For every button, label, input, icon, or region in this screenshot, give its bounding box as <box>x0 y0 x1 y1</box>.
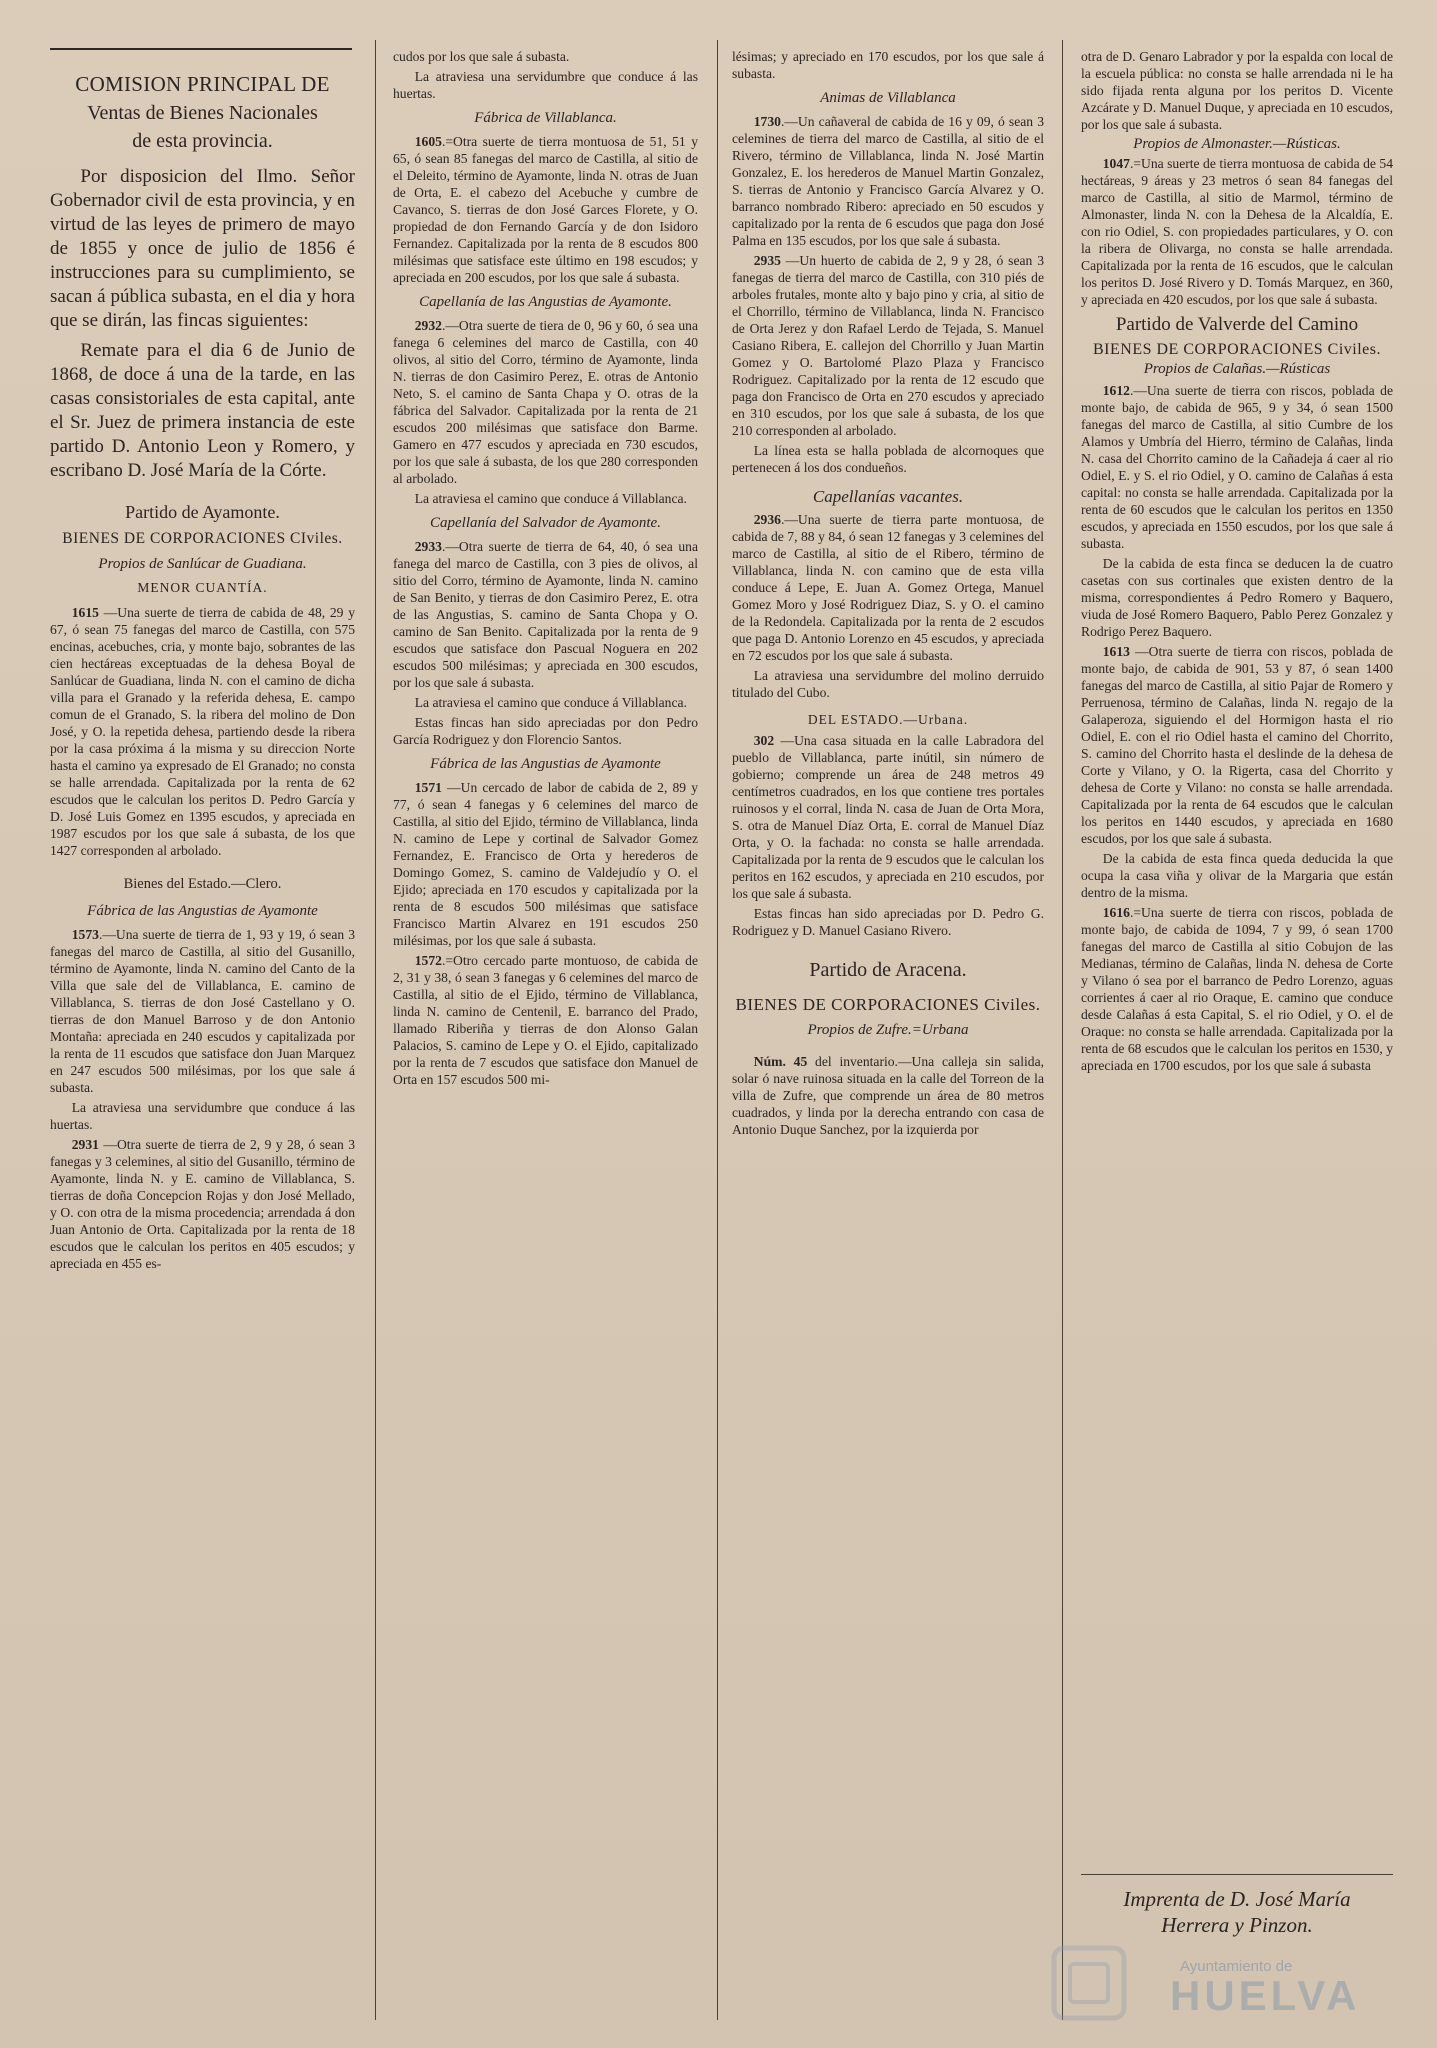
section-heading: Fábrica de las Angustias de Ayamonte <box>430 756 661 772</box>
section-heading: Capellanía de las Angustias de Ayamonte. <box>419 294 672 310</box>
section-heading: BIENES DE CORPORACIONES Civiles. <box>1092 341 1382 358</box>
property-entry: 2935 —Un huerto de cabida de 2, 9 y 28, ó sean 3 fanegas de tierra del marco de Castilla, con 310 piés de arboles frutales, monte alto y bajo pino y cria, al sitio de el Chorrillo, término de Villablanca, linda N. Francisco de Orta Jerez y don Rafael Lerdo de Tejada, S. Manuel Casiano Ribera, E. callejon del Chorrillo y Juan Martin Gomez y O. Bartolomé Plazo Plaza y Francisco Rodriguez. Capitalizado por la renta de 12 escudo que paga don Francisco de Orta en 270 escudos y apreciado en 310 escudos, por los que sale á subasta, de los que 210 corresponden al arbolado. <box>732 253 1044 438</box>
note: La atraviesa una servidumbre que conduce á las huertas. <box>393 69 698 101</box>
property-entry: Núm. 45 del inventario.—Una calleja sin salida, solar ó nave ruinosa situada en la calle del Torreon de la villa de Zufre, que comprende un área de 80 metros cuadrados, y linda por la derecha entrando con casa de Antonio Duque Sanchez, por la izquierda por <box>732 1054 1044 1137</box>
section-heading: Bienes del Estado.—Clero. <box>123 876 282 892</box>
watermark-line-2: HUELVA <box>1170 1972 1361 2019</box>
property-entry: 1572.=Otro cercado parte montuoso, de cabida de 2, 31 y 38, ó sean 3 fanegas y 6 celemines del marco de Castilla, al sitio de el Ejido, término de Villablanca, linda N. camino de Centenil, E. barranco del Prado, llamado Riberiña y tierras de don Alonso Galan Palacios, S. camino de Lepe y O. el Ejido, capitalizado por la renta de 7 escudos que satisface don Manuel de Orta en 157 escudos 500 mi- <box>393 953 698 1087</box>
note: La atraviesa una servidumbre que conduce á las huertas. <box>50 1100 355 1132</box>
property-entry: 1615 —Una suerte de tierra de cabida de 48, 29 y 67, ó sean 75 fanegas del marco de Castilla, con 575 encinas, acebuches, cria, y monte bajo, sobrantes de las cien hectáreas exceptuadas de la dehesa Boyal de Sanlúcar de Guadiana, linda N. con el camino de dicha villa para el Granado y la referida dehesa, E. campo comun de el Granado, S. la ribera del molino de Don José, y O. la repetida dehesa, partiendo desde la ribera por la casa próxima á la misma y su direccion Norte hasta el camino ya expresado de El Granado; no consta se halle arrendada. Capitalizada por la renta de 62 escudos que le calculan los peritos D. Pedro García y D. José Luis Gomez en 1395 escudos, y apreciada en 1987 escudos por los que sale á subasta, de los que 1427 corresponden al arbolado. <box>50 605 355 858</box>
commission-subtitle-2: de esta provincia. <box>132 130 273 152</box>
property-entry: 2933.—Otra suerte de tierra de 64, 40, ó sea una fanega del marco de Castilla, con 3 pies de olivos, al sitio del Corro, término de Ayamonte, linda N. camino de San Benito, y tierras de don Casimiro Perez, E. otra de las Angustias, S. camino de Santa Chopa y O. camino de San Benito. Capitalizada por la renta de 9 escudos que satisface don Pascual Noguera en 202 escudos 500 milésimas; y apreciada en 300 escudos, por los que sale á subasta. <box>393 539 698 690</box>
property-entry: 2932.—Otra suerte de tiera de 0, 96 y 60, ó sea una fanega 6 celemines del marco de Castilla, con 40 olivos, al sitio del Corro, término de Ayamonte, linda N. tierras de don Casimiro Perez, E. otras de Antonio Neto, S. el camino de Santa Chapa y O. otras de la fábrica del Salvador. Capitalizada por la renta de 21 escudos 200 milésimas que satisface don Barme. Gamero en 477 escudos y apreciada en 730 escudos, por los que sale á subasta, de los que 280 corresponden al arbolado. <box>393 318 698 486</box>
commission-title: COMISION PRINCIPAL DE <box>75 72 330 96</box>
section-heading: Propios de Calañas.—Rústicas <box>1143 361 1331 377</box>
commission-subtitle: Ventas de Bienes Nacionales <box>87 102 318 124</box>
column-1 <box>50 48 355 2008</box>
note: La atraviesa el camino que conduce á Villablanca. <box>414 695 687 710</box>
section-heading: MENOR CUANTÍA. <box>137 580 268 595</box>
column-rule <box>375 40 376 2020</box>
note: La atraviesa una servidumbre del molino derruido titulado del Cubo. <box>732 668 1044 700</box>
property-entry: 1612.—Una suerte de tierra con riscos, poblada de monte bajo, de cabida de 965, 9 y 34, ó sean 1500 fanegas del marco de Castilla, al sitio Cumbre de los Alamos y Umbría del Hierro, término de Calañas, linda N. casa del Chorrito camino de la Cañadeja á caer al rio Odiel, E. y S. el rio Odiel, y O. camino de Calañas á esta capital: no consta se halle arrendada. Capitalizada por la renta de 60 escudos que le calculan los peritos en 1350 escudos, y apreciada en 1550 escudos, por los que sale á subasta. <box>1081 383 1393 551</box>
section-heading: Capellanía del Salvador de Ayamonte. <box>430 515 661 531</box>
note: La línea esta se halla poblada de alcornoques que pertenecen á los dos condueños. <box>732 443 1044 475</box>
intro-paragraph: Por disposicion del Ilmo. Señor Gobernador civil de esta provincia, y en virtud de las leyes de primero de mayo de 1855 y once de julio de 1856 é instrucciones para su cumplimiento, se sacan á pública subasta, en el dia y hora que se dirán, las fincas siguientes: <box>50 166 355 331</box>
column-3 <box>732 48 1044 2008</box>
property-entry: 302 —Una casa situada en la calle Labradora del pueblo de Villablanca, parte inútil, sin número de gobierno; comprende un área de 248 metros 49 centímetros cuadrados, en los que contiene tres portales ruinosos y el corral, linda N. casa de Juan de Orta Mora, S. otra de Manuel Díaz Orta, E. corral de Manuel Díaz Orta, y O. la fachada: no consta se halle arrendada. Capitalizada por la renta de 9 escudos que le calculan los peritos en 162 escudos, y apreciada en 210 escudos, por los que sale á subasta. <box>732 733 1044 901</box>
property-entry: 1571 —Un cercado de labor de cabida de 2, 89 y 77, ó sean 4 fanegas y 6 celemines del marco de Castilla, al sitio del Ejido, término de Villablanca, linda N. camino de Lepe y cortinal de Salvador Gomez Fernandez, E. Francisco de Orta y herederos de Domingo Gomez, S. camino de Valdejudío y O. el Ejido; apreciada en 170 escudos y capitalizada por la renta de 8 escudos 500 milésimas que satisface Francisco Martin Alvarez en 191 escudos 250 milésimas, por los que sale á subasta. <box>393 780 698 948</box>
property-entry: 2931 —Otra suerte de tierra de 2, 9 y 28, ó sean 3 fanegas y 3 celemines, al sitio del Gusanillo, término de Ayamonte, linda N. y E. camino de Villablanca, S. tierras de doña Concepcion Rojas y don José Mellado, y O. con otra de la misma procedencia; arrendada á don Juan Antonio de Orta. Capitalizada por la renta de 18 escudos que le calculan los peritos en 405 escudos; y apreciada en 455 es- <box>50 1137 355 1271</box>
section-heading: BIENES DE CORPORACIONES Civiles. <box>735 995 1041 1014</box>
property-entry: 1605.=Otra suerte de tierra montuosa de 51, 51 y 65, ó sean 85 fanegas del marco de Castilla, al sitio de el Deleito, término de Ayamonte, linda N. otras de Juan de Orta, E. el cabezo del Acebuche y cumbre de Cavanco, S. tierras de don José Garces Florete, y O. propiedad de don Fernando García y de don Isidoro Fernandez. Capitalizada por la renta de 8 escudos 800 milésimas que satisface este último en 198 escudos; y apreciada en 200 escudos, por los que sale á subasta. <box>393 134 698 285</box>
property-entry: 2936.—Una suerte de tierra parte montuosa, de cabida de 7, 88 y 84, ó sean 12 fanegas y 3 celemines del marco de Castilla, al sitio de el Ribero, término de Villablanca, linda N. con camino que de esta villa conduce á Lepe, E. Juan A. Gomez Ortega, Manuel Gomez Moro y José Rodriguez Diaz, S. y O. el camino de la Redondela. Capitalizada por la renta de 2 escudos que paga D. Antonio Lorenzo en 45 escudos, y apreciada en 72 escudos por los que sale á subasta. <box>732 512 1044 663</box>
section-heading: Fábrica de Villablanca. <box>474 110 617 126</box>
imprint-rule <box>1081 1874 1393 1875</box>
section-heading: Partido de Valverde del Camino <box>1115 314 1359 335</box>
property-entry: 1613 —Otra suerte de tierra con riscos, poblada de monte bajo, de cabida de 901, 53 y 87, ó sean 1400 fanegas del marco de Castilla, al sitio Pajar de Romero y Perruenosa, término de Calañas, linda N. regajo de la Galaperoza, siguiendo el del Hormigon hasta el rio Odiel, E. con el rio Odiel hasta el camino del Chorrito, S. camino del Chorrito hasta el deslinde de la dehesa de Corte y Vilano, y O. la Rigerta, casa del Chorrito y dehesa de Corte y Vilano: no consta se halle arrendada. Capitalizada por la renta de 64 escudos que le calculan los peritos en 1440 escudos, y apreciada en 1680 escudos, por los que sale á subasta. <box>1081 644 1393 846</box>
section-heading: Propios de Sanlúcar de Guadiana. <box>98 556 307 572</box>
continued-text: lésimas; y apreciado en 170 escudos, por los que sale á subasta. <box>732 49 1044 81</box>
column-2 <box>393 48 698 2008</box>
note: De la cabida de esta finca queda deducida la que ocupa la casa viña y olivar de la Margaria que están dentro de la misma. <box>1081 851 1393 900</box>
section-heading: Animas de Villablanca <box>820 90 956 106</box>
section-heading: Propios de Almonaster.—Rústicas. <box>1133 136 1341 152</box>
note: Estas fincas han sido apreciadas por D. Pedro G. Rodriguez y D. Manuel Casiano Rivero. <box>732 906 1044 938</box>
note: La atraviesa el camino que conduce á Villablanca. <box>414 491 687 506</box>
property-entry: 1616.=Una suerte de tierra con riscos, poblada de monte bajo, de cabida de 1094, 7 y 99, ó sean 1700 fanegas del marco de Castilla al sitio Cobujon de las Medianas, término de Calañas, linda N. dehesa de Corte y Vilano ó sea por el barranco de Pedro Lorenzo, aguas corrientes á caer al rio Oraque, E. camino que conduce desde Calañas á esta Capital, S. el rio Odiel, y O. el de Oraque: no consta se halle arrendada. Capitalizada por la renta de 68 escudos que le calculan los peritos en 1530, y apreciada en 1700 escudos, por los que sale á subasta <box>1081 905 1393 1073</box>
imprint-line-2: Herrera y Pinzon. <box>1161 1913 1313 1937</box>
imprint-line-1: Imprenta de D. José María <box>1123 1887 1351 1911</box>
continued-text: cudos por los que sale á subasta. <box>393 49 570 64</box>
column-4 <box>1081 48 1393 1868</box>
section-heading: DEL ESTADO.—Urbana. <box>807 712 969 727</box>
section-heading: Fábrica de las Angustias de Ayamonte <box>87 903 318 919</box>
section-heading: Partido de Aracena. <box>809 959 967 981</box>
section-heading: Propios de Zufre.=Urbana <box>807 1022 969 1038</box>
column-rule <box>717 40 718 2020</box>
continued-text: otra de D. Genaro Labrador y por la espalda con local de la escuela pública: no consta se halle arrendada ni le ha sido fijada renta alguna por los peritos D. Vicente Azcárate y D. Manuel Duque, y apreciada en 10 escudos, por los que sale á subasta. <box>1081 49 1393 132</box>
section-heading: BIENES DE CORPORACIONES CIviles. <box>62 530 343 547</box>
property-entry: 1047.=Una suerte de tierra montuosa de cabida de 54 hectáreas, 9 áreas y 23 metros ó sean 84 fanegas del marco de Castilla, al sitio de Marmol, término de Almonaster, linda N. con la Dehesa de la Alcaldía, E. con rio Odiel, S. con propiedades particulares, y O. con la ribera de Olivarga, no consta se halle arrendada. Capitalizada por la renta de 16 escudos, que le calculan los peritos D. José Rivero y D. Tomás Marquez, en 360, y apreciada en 420 escudos, por los que sale á subasta. <box>1081 156 1393 307</box>
auction-date-paragraph: Remate para el dia 6 de Junio de 1868, de doce á una de la tarde, en las casas consistoriales de esta capital, ante el Sr. Juez de primera instancia de este partido D. Antonio Leon y Romero, y escribano D. José María de la Córte. <box>50 340 355 481</box>
section-heading: Partido de Ayamonte. <box>125 502 280 522</box>
watermark-line-1: Ayuntamiento de <box>1180 1958 1293 1975</box>
note: Estas fincas han sido apreciadas por don Pedro García Rodriguez y don Florencio Santos. <box>393 715 698 747</box>
note: De la cabida de esta finca se deducen la de cuatro casetas con sus cortinales que existen dentro de la misma, correspondientes á Pedro Romero y Baquero, viuda de José Romero Baquero, Pablo Perez Gonzalez y Rodrigo Perez Baquero. <box>1081 556 1393 639</box>
property-entry: 1730.—Un cañaveral de cabida de 16 y 09, ó sean 3 celemines de tierra del marco de Castilla, al sitio de el Rivero, término de Villablanca, linda N. José Martin Gonzalez, E. los herederos de Manuel Martin Gonzalez, S. tierras de Antonio y Francisco García Alvarez y O. barranco nombrado Ribero: apreciado en 50 escudos y capitalizado por la renta de 6 escudos que paga don José Palma en 135 escudos, por los que sale á subasta. <box>732 114 1044 248</box>
section-heading: Capellanías vacantes. <box>812 487 964 506</box>
column-rule <box>1062 40 1063 2020</box>
property-entry: 1573.—Una suerte de tierra de 1, 93 y 19, ó sean 3 fanegas del marco de Castilla, al sitio del Gusanillo, término de Ayamonte, linda N. camino del Canto de la Villa que sale del de Villablanca, E. camino de Villablanca, S. tierras de don José Castellano y O. tierras de don Manuel Barroso y de don Antonio Montaña: apreciada en 240 escudos y capitalizada por la renta de 11 escudos que satisface don Juan Marquez en 247 escudos 500 milésimas, por los que sale á subasta. <box>50 927 355 1095</box>
